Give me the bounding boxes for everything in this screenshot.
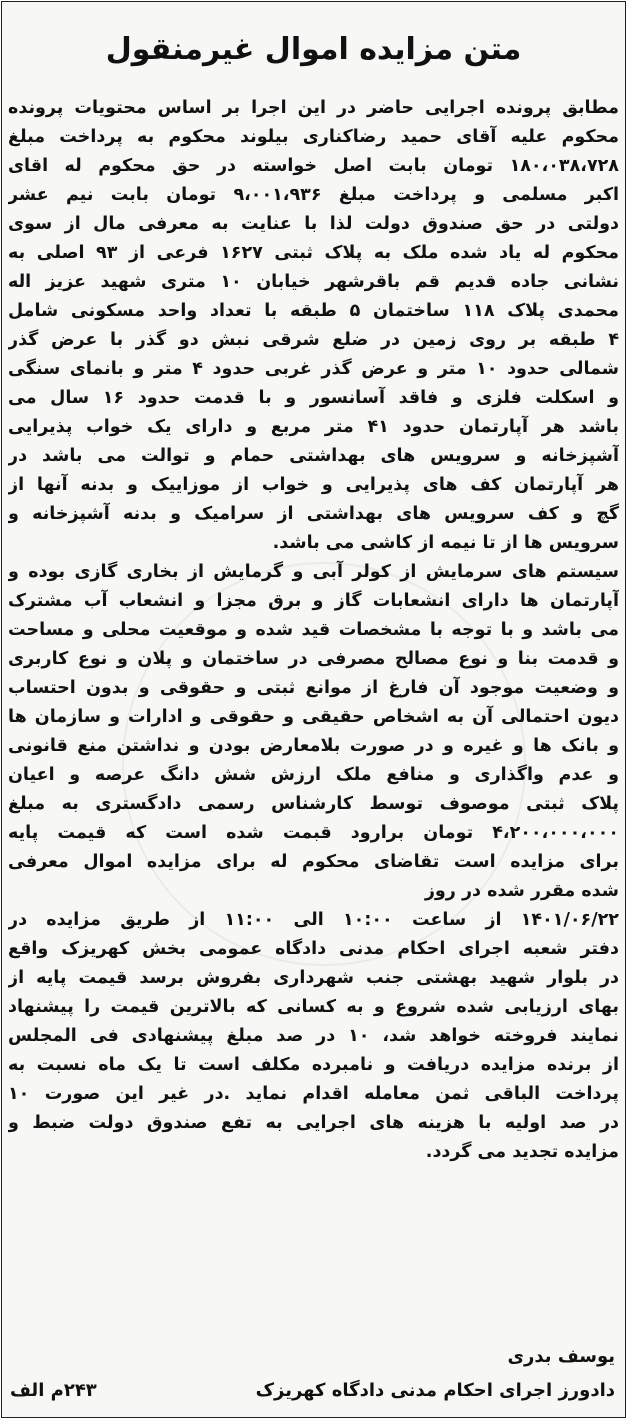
body-line: و اسکلت فلزی و فاقد آسانسور و با قدمت حدود ۱۶ سال می	[8, 388, 619, 408]
body-line: دفتر شعبه اجرای احکام مدنی دادگاه عمومی بخش کهریزک واقع	[8, 939, 619, 959]
body-line: گچ و کف سرویس های بهداشتی از سرامیک و بدنه آشپزخانه و	[8, 504, 619, 524]
body-line: در صد اولیه با هزینه های اجرایی به تفع صندوق دولت ضبط و	[8, 1113, 619, 1133]
body-line: از برنده مزایده دریافت و نامبرده مکلف است تا یک ماه نسبت به	[8, 1055, 619, 1075]
body-line: مزایده تجدید می گردد.	[425, 1142, 619, 1162]
body-line: پلاک ثبتی موصوف توسط کارشناس رسمی دادگستری به مبلغ	[8, 794, 619, 814]
body-line: آشپزخانه و سرویس های بهداشتی حمام و توالت می باشد در	[8, 446, 619, 466]
body-line: بهای ارزیابی شده شروع و به کسانی که بالاترین قیمت را پیشنهاد	[8, 997, 619, 1017]
body-line: پرداخت الباقی ثمن معامله اقدام نماید .در غیر این صورت ۱۰	[8, 1084, 619, 1104]
body-line: اکبر مسلمی و پرداخت مبلغ ۹،۰۰۱،۹۳۶ تومان بابت نیم عشر	[8, 185, 619, 205]
body-line: برای مزایده است تقاضای محکوم له برای مزایده اموال معرفی	[8, 852, 619, 872]
notice-title: متن مزایده اموال غیرمنقول	[105, 32, 522, 67]
body-line: دولتی در حق صندوق دولت لذا با عنایت به معرفی مال از سوی	[8, 214, 619, 234]
body-line: ۴،۲۰۰،۰۰۰،۰۰۰ تومان برارود قبمت شده است که قیمت پایه	[8, 823, 619, 843]
notice-code-visible: ۲۴۳م الف	[10, 1380, 97, 1401]
body-line: می باشد و با توجه با مشخصات قید شده و موقعیت محلی و مساحت	[8, 620, 619, 640]
body-line: دیون احتمالی آن به اشخاص حقیقی و حقوقی و ادارات و سازمان ها	[8, 707, 619, 727]
body-line: محمدی پلاک ۱۱۸ ساختمان ۵ طبقه با تعداد واحد مسکونی شامل	[8, 301, 619, 321]
body-line: در بلوار شهید بهشتی جنب شهرداری بفروش برسد قیمت پایه از	[8, 968, 619, 988]
body-line: آپارتمان ها دارای انشعابات گاز و برق مجزا و انشعاب آب مشترک	[8, 591, 619, 611]
body-line: مطابق پرونده اجرایی حاضر در این اجرا بر اساس محتویات پرونده	[8, 98, 619, 118]
body-line: نمایند فروخته خواهد شد، ۱۰ در صد مبلغ پیشنهادی فی المجلس	[8, 1026, 619, 1046]
signer-role-line	[10, 1374, 615, 1408]
body-line: ۱۴۰۱/۰۶/۲۲ از ساعت ۱۰:۰۰ الی ۱۱:۰۰ از طریق مزایده در	[8, 910, 619, 930]
body-line: محکوم علیه آقای حمید رضاکناری بیلوند محکوم به پرداخت مبلغ	[8, 127, 619, 147]
body-line: سرویس ها از تا نیمه از کاشی می باشد.	[272, 533, 619, 553]
body-line: شده مقرر شده در روز	[424, 881, 619, 901]
body-line: و بانک ها و غیره و در صورت بلامعارض بودن و نداشتن منع قانونی	[8, 736, 619, 756]
legal-notice	[1, 1, 626, 1418]
signer-role: دادورز اجرای احکام مدنی دادگاه کهریزک	[255, 1380, 615, 1401]
body-line: و عدم واگذاری و منافع ملک ارزش شش دانگ عرصه و اعیان	[8, 765, 619, 785]
signer-name: یوسف بدری	[507, 1346, 615, 1367]
body-line: ۱۸۰،۰۳۸،۷۲۸ تومان بابت اصل خواسته در حق محکوم له اقای	[8, 156, 619, 176]
body-line: و وضعیت موجود آن فارغ از موانع ثبتی و حقوقی و بدون احتساب	[8, 678, 619, 698]
body-line: محکوم له یاد شده ملک به پلاک ثبتی ۱۶۲۷ فرعی از ۹۳ اصلی به	[8, 243, 619, 263]
body-line: شمالی حدود ۱۰ متر و عرض گذر غربی حدود ۴ متر و بانمای سنگی	[8, 359, 619, 379]
body-line: نشانی جاده قدیم قم باقرشهر خیابان ۱۰ متری شهید عزیز اله	[8, 272, 619, 292]
body-line: باشد هر آپارتمان حدود ۴۱ متر مربع و دارای یک خواب پذیرایی	[8, 417, 619, 437]
body-line: ۴ طبقه بر روی زمین در ضلع شرقی نبش دو گذر با عرض گذر	[8, 330, 619, 350]
body-line: و قدمت بنا و نوع مصالح مصرفی در ساختمان و پلان و نوع کاربری	[8, 649, 619, 669]
signature-block	[10, 1340, 615, 1408]
notice-body	[8, 94, 619, 1167]
body-line: سیستم های سرمایش از کولر آبی و گرمایش از بخاری گازی بوده و	[8, 562, 619, 582]
body-line: هر آپارتمان کف های پذیرایی و خواب از موزاییک و بدنه آنها از	[8, 475, 619, 495]
